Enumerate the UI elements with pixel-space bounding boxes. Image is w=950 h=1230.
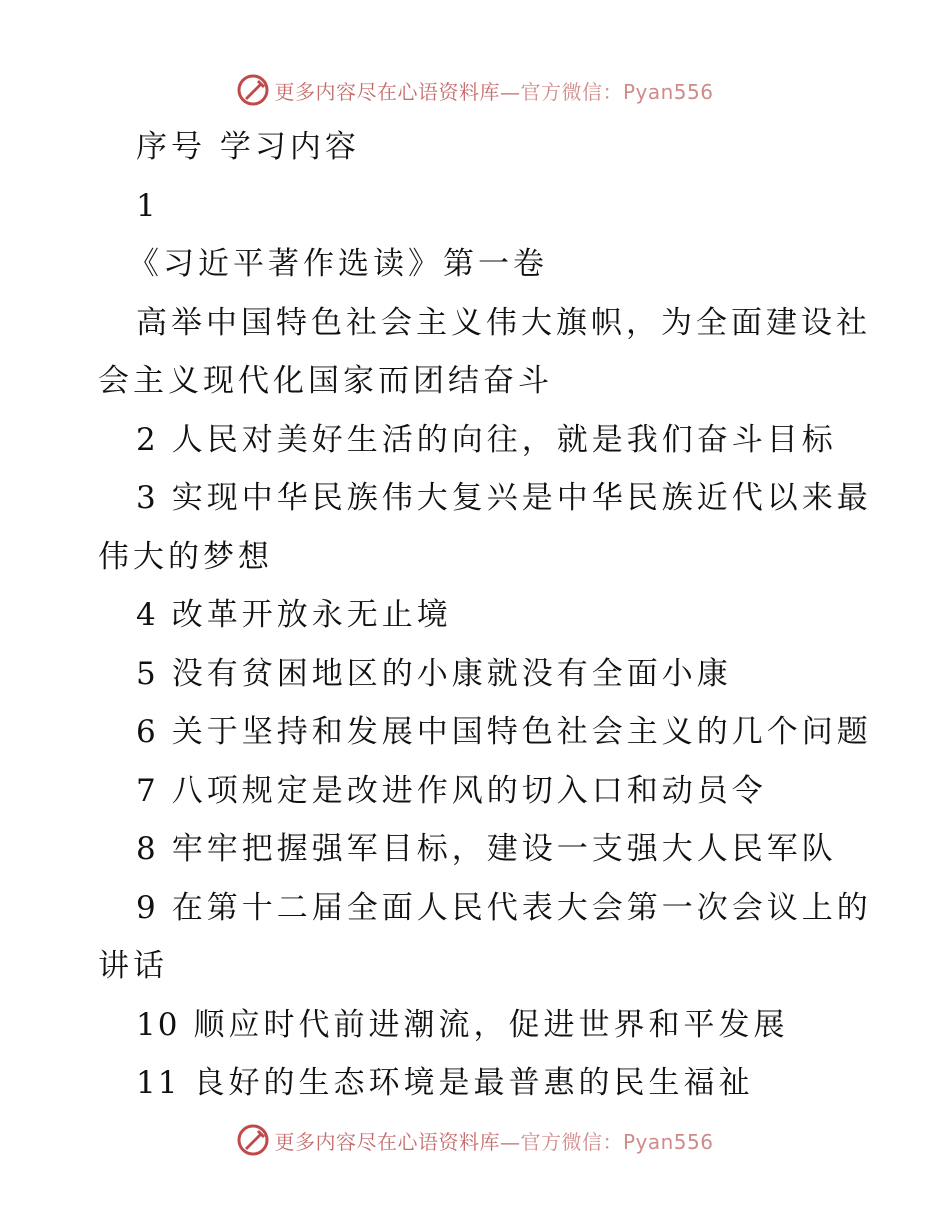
list-item bbox=[98, 703, 872, 762]
quill-logo-icon bbox=[236, 73, 270, 107]
item-text: 良好的生态环境是最普惠的民生福祉 bbox=[193, 1065, 754, 1101]
section-number: 1 bbox=[136, 187, 160, 224]
list-item bbox=[98, 469, 872, 528]
book-title: 《习近平著作选读》第一卷 bbox=[128, 246, 548, 282]
list-item bbox=[98, 996, 858, 1055]
header-content: 学习内容 bbox=[219, 129, 360, 165]
item-text: 牢牢把握强军目标，建设一支强大人民军队 bbox=[171, 831, 837, 867]
quill-logo-icon bbox=[236, 1123, 270, 1157]
list-item bbox=[98, 1054, 858, 1113]
banner-separator: — bbox=[499, 79, 521, 104]
item-number: 6 bbox=[136, 714, 158, 750]
list-item bbox=[98, 879, 872, 938]
banner-text: 更多内容尽在心语资料库 bbox=[274, 1129, 500, 1154]
item-text: 在第十二届全面人民代表大会第一次会议上的 bbox=[171, 889, 872, 926]
item-number: 5 bbox=[136, 655, 158, 692]
item-number: 2 bbox=[136, 421, 158, 458]
item-text: 关于坚持和发展中国特色社会主义的几个问题 bbox=[171, 714, 872, 750]
item-text: 人民对美好生活的向往，就是我们奋斗目标 bbox=[171, 421, 837, 458]
item-number: 9 bbox=[136, 889, 158, 926]
table-header bbox=[98, 118, 858, 177]
item-text: 没有贫困地区的小康就没有全面小康 bbox=[171, 655, 732, 692]
item-number: 4 bbox=[136, 597, 158, 633]
item-text: 实现中华民族伟大复兴是中华民族近代以来最 bbox=[171, 480, 872, 516]
list-item bbox=[98, 645, 858, 704]
item-number: 7 bbox=[136, 772, 158, 809]
header-watermark-banner bbox=[0, 70, 950, 110]
banner-text: 更多内容尽在心语资料库 bbox=[274, 79, 500, 104]
item-text: 顺应时代前进潮流，促进世界和平发展 bbox=[193, 1006, 789, 1043]
footer-watermark-banner bbox=[0, 1120, 950, 1160]
item-number: 8 bbox=[136, 831, 158, 867]
item-text: 八项规定是改进作风的切入口和动员令 bbox=[171, 772, 767, 809]
list-item-continuation: 讲话 bbox=[98, 948, 168, 984]
item-text: 改革开放永无止境 bbox=[171, 597, 452, 633]
banner-wechat: 官方微信：Pyan556 bbox=[520, 79, 714, 104]
banner-wechat: 官方微信：Pyan556 bbox=[520, 1129, 714, 1154]
list-item: 高举中国特色社会主义伟大旗帜，为全面建设社 bbox=[136, 304, 871, 341]
list-item bbox=[98, 820, 858, 879]
document-body bbox=[98, 118, 872, 1113]
list-item-continuation: 伟大的梦想 bbox=[98, 538, 273, 575]
banner-separator: — bbox=[499, 1129, 521, 1154]
list-item bbox=[98, 411, 858, 470]
list-item-continuation: 会主义现代化国家而团结奋斗 bbox=[98, 363, 553, 399]
list-item bbox=[98, 762, 858, 821]
item-number: 11 bbox=[136, 1065, 180, 1101]
header-number: 序号 bbox=[136, 129, 206, 165]
item-number: 10 bbox=[136, 1006, 180, 1043]
list-item bbox=[98, 586, 858, 645]
item-number: 3 bbox=[136, 480, 158, 516]
